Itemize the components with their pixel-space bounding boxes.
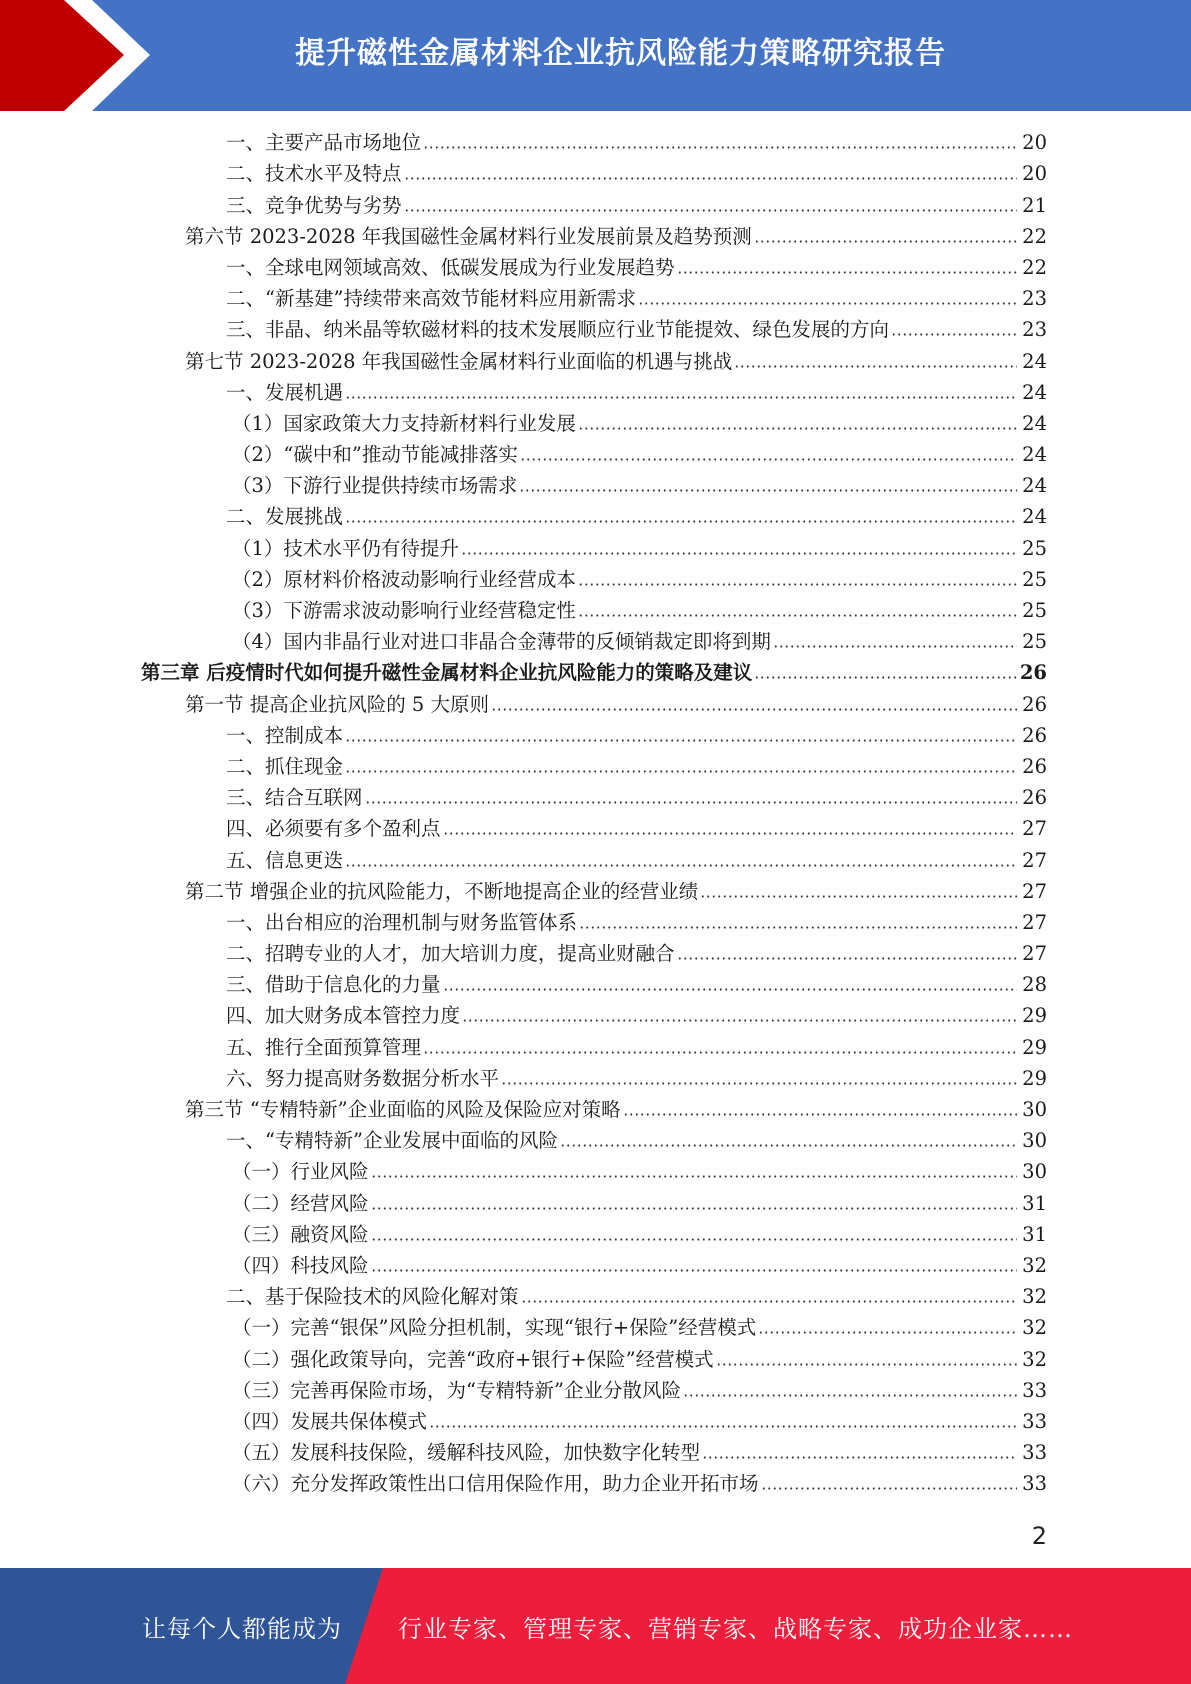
- toc-entry-page: 30: [1022, 1129, 1047, 1153]
- toc-leader-dots: [734, 365, 1017, 368]
- toc-entry[interactable]: [0, 1343, 1191, 1374]
- toc-entry-line: [185, 881, 1047, 903]
- toc-entry[interactable]: [0, 345, 1191, 376]
- toc-entry[interactable]: [0, 127, 1191, 158]
- toc-leader-dots: [501, 1082, 1017, 1085]
- toc-entry-line: [232, 1224, 1047, 1246]
- toc-leader-dots: [404, 177, 1017, 180]
- toc-leader-dots: [700, 895, 1017, 898]
- toc-entry-line: [226, 1068, 1047, 1090]
- table-of-contents: [0, 127, 1191, 1499]
- toc-entry[interactable]: [0, 314, 1191, 345]
- toc-entry-line: [232, 600, 1047, 622]
- toc-entry[interactable]: [0, 252, 1191, 283]
- toc-leader-dots: [423, 1051, 1017, 1054]
- toc-entry[interactable]: [0, 470, 1191, 501]
- toc-leader-dots: [716, 1363, 1017, 1366]
- toc-entry-line: [226, 163, 1047, 185]
- toc-entry-page: 27: [1022, 817, 1047, 841]
- toc-leader-dots: [521, 1300, 1017, 1303]
- toc-entry-label: 二、招聘专业的人才，加大培训力度，提高业财融合: [226, 942, 675, 966]
- toc-entry-label: （二）强化政策导向，完善“政府+银行+保险”经营模式: [232, 1347, 714, 1371]
- toc-leader-dots: [677, 957, 1017, 960]
- toc-entry-label: （四）科技风险: [232, 1253, 369, 1277]
- toc-leader-dots: [371, 1238, 1017, 1241]
- toc-entry[interactable]: [0, 1250, 1191, 1281]
- toc-entry[interactable]: [0, 813, 1191, 844]
- toc-entry[interactable]: [0, 1437, 1191, 1468]
- toc-entry[interactable]: [0, 782, 1191, 813]
- footer-slogan-left: 让每个人都能成为: [142, 1614, 342, 1643]
- toc-entry-line: [141, 662, 1047, 684]
- toc-leader-dots: [520, 458, 1017, 461]
- toc-leader-dots: [754, 240, 1017, 243]
- toc-leader-dots: [345, 864, 1017, 867]
- toc-entry[interactable]: [0, 1187, 1191, 1218]
- toc-entry-line: [226, 912, 1047, 934]
- toc-entry-label: 第三节 “专精特新”企业面临的风险及保险应对策略: [185, 1098, 621, 1121]
- toc-entry-page: 32: [1022, 1253, 1047, 1277]
- toc-entry-page: 25: [1022, 599, 1047, 622]
- toc-entry-line: [232, 1161, 1047, 1183]
- toc-leader-dots: [623, 1113, 1017, 1116]
- toc-entry[interactable]: [0, 1281, 1191, 1312]
- toc-entry-page: 26: [1022, 754, 1047, 778]
- toc-entry-label: 二、发展挑战: [226, 505, 344, 529]
- toc-entry[interactable]: [0, 439, 1191, 470]
- toc-entry-label: 一、控制成本: [226, 723, 344, 747]
- toc-entry[interactable]: [0, 907, 1191, 938]
- toc-leader-dots: [702, 1456, 1017, 1459]
- toc-entry-line: [185, 694, 1047, 716]
- toc-entry-page: 31: [1022, 1222, 1047, 1246]
- toc-entry-line: [226, 319, 1047, 341]
- toc-entry-label: （2）原材料价格波动影响行业经营成本: [232, 567, 576, 591]
- toc-leader-dots: [443, 832, 1017, 835]
- toc-entry-line: [185, 1099, 1047, 1121]
- toc-entry-label: 一、全球电网领域高效、低碳发展成为行业发展趋势: [226, 255, 675, 279]
- toc-entry-line: [232, 1473, 1047, 1495]
- toc-entry-label: 第三章 后疫情时代如何提升磁性金属材料企业抗风险能力的策略及建议: [141, 661, 753, 685]
- toc-leader-dots: [345, 520, 1017, 523]
- toc-entry-line: [226, 1005, 1047, 1027]
- toc-entry-page: 32: [1022, 1285, 1047, 1309]
- toc-leader-dots: [345, 396, 1017, 399]
- toc-entry-page: 24: [1022, 380, 1047, 404]
- toc-entry-label: （三）完善再保险市场，为“专精特新”企业分散风险: [232, 1378, 681, 1402]
- page-footer: [0, 1568, 1191, 1684]
- toc-entry[interactable]: [0, 532, 1191, 563]
- toc-entry[interactable]: [0, 688, 1191, 719]
- toc-entry-line: [232, 1193, 1047, 1215]
- toc-entry-page: 26: [1022, 786, 1047, 810]
- page-number: 2: [1031, 1522, 1047, 1550]
- toc-leader-dots: [423, 146, 1017, 149]
- toc-leader-dots: [578, 427, 1017, 430]
- toc-entry-line: [226, 943, 1047, 965]
- toc-entry-line: [226, 850, 1047, 872]
- toc-entry[interactable]: [0, 1375, 1191, 1406]
- toc-entry-line: [232, 1411, 1047, 1433]
- toc-entry[interactable]: [0, 626, 1191, 657]
- toc-entry-label: 四、加大财务成本管控力度: [226, 1004, 461, 1028]
- toc-entry-line: [185, 351, 1047, 373]
- toc-entry-label: 五、信息更迭: [226, 848, 344, 872]
- toc-leader-dots: [371, 1207, 1017, 1210]
- toc-entry-page: 24: [1022, 505, 1047, 529]
- toc-leader-dots: [560, 1144, 1017, 1147]
- toc-entry[interactable]: [0, 938, 1191, 969]
- toc-entry-label: （3）下游需求波动影响行业经营稳定性: [232, 599, 576, 622]
- toc-entry-line: [232, 631, 1047, 653]
- toc-leader-dots: [758, 1331, 1017, 1334]
- toc-entry-page: 20: [1022, 162, 1047, 186]
- toc-entry[interactable]: [0, 221, 1191, 252]
- toc-leader-dots: [345, 739, 1017, 742]
- toc-entry-label: 三、借助于信息化的力量: [226, 973, 441, 997]
- toc-leader-dots: [891, 333, 1017, 336]
- toc-entry-page: 33: [1022, 1441, 1047, 1465]
- toc-entry[interactable]: [0, 189, 1191, 220]
- toc-entry-page: 27: [1022, 942, 1047, 966]
- toc-entry-line: [232, 444, 1047, 466]
- toc-entry-label: 三、非晶、纳米晶等软磁材料的技术发展顺应行业节能提效、绿色发展的方向: [226, 318, 890, 342]
- toc-entry-page: 25: [1022, 630, 1047, 654]
- toc-entry-label: 五、推行全面预算管理: [226, 1035, 422, 1059]
- toc-leader-dots: [443, 988, 1017, 991]
- toc-entry-page: 32: [1022, 1347, 1047, 1371]
- toc-entry-line: [226, 787, 1047, 809]
- toc-leader-dots: [638, 302, 1017, 305]
- toc-entry[interactable]: [0, 595, 1191, 626]
- toc-entry-page: 26: [1022, 692, 1047, 716]
- toc-entry-label: 二、技术水平及特点: [226, 162, 402, 186]
- toc-leader-dots: [491, 708, 1017, 711]
- toc-entry-line: [226, 756, 1047, 778]
- toc-entry-line: [226, 506, 1047, 528]
- toc-entry-page: 22: [1022, 255, 1047, 279]
- toc-entry-label: 四、必须要有多个盈利点: [226, 817, 441, 841]
- toc-entry-label: 一、出台相应的治理机制与财务监管体系: [226, 910, 578, 934]
- toc-leader-dots: [754, 676, 1017, 679]
- toc-leader-dots: [371, 1175, 1017, 1178]
- toc-entry-page: 27: [1022, 879, 1047, 903]
- toc-entry-line: [232, 1255, 1047, 1277]
- toc-entry-page: 22: [1022, 224, 1047, 248]
- toc-entry[interactable]: [0, 1156, 1191, 1187]
- toc-entry-line: [232, 1442, 1047, 1464]
- toc-entry[interactable]: [0, 1125, 1191, 1156]
- toc-entry-line: [226, 974, 1047, 996]
- toc-entry-page: 32: [1022, 1316, 1047, 1340]
- toc-entry-line: [226, 1037, 1047, 1059]
- toc-entry-label: （1）国家政策大力支持新材料行业发展: [232, 411, 576, 435]
- toc-entry-label: 三、结合互联网: [226, 786, 363, 810]
- toc-entry[interactable]: [0, 844, 1191, 875]
- toc-leader-dots: [579, 926, 1017, 929]
- toc-entry-page: 24: [1022, 349, 1047, 373]
- toc-leader-dots: [461, 552, 1017, 555]
- toc-entry-page: 29: [1022, 1004, 1047, 1028]
- toc-leader-dots: [761, 1487, 1017, 1490]
- toc-entry-page: 33: [1022, 1378, 1047, 1402]
- toc-entry-label: 三、竞争优势与劣势: [226, 193, 402, 217]
- toc-entry-line: [226, 288, 1047, 310]
- toc-entry[interactable]: [0, 1000, 1191, 1031]
- toc-entry-line: [226, 1130, 1047, 1152]
- toc-entry-label: （2）“碳中和”推动节能减排落实: [232, 443, 518, 467]
- toc-entry-page: 33: [1022, 1409, 1047, 1433]
- toc-entry-label: 一、发展机遇: [226, 380, 344, 404]
- toc-entry-label: 二、基于保险技术的风险化解对策: [226, 1285, 519, 1309]
- toc-entry[interactable]: [0, 377, 1191, 408]
- toc-entry-page: 24: [1022, 411, 1047, 435]
- toc-entry-label: 一、“专精特新”企业发展中面临的风险: [226, 1129, 558, 1153]
- toc-leader-dots: [404, 209, 1017, 212]
- toc-entry[interactable]: [0, 158, 1191, 189]
- toc-entry-page: 26: [1022, 723, 1047, 747]
- toc-entry-label: （3）下游行业提供持续市场需求: [232, 474, 518, 498]
- toc-entry[interactable]: [0, 1063, 1191, 1094]
- toc-entry-page: 25: [1022, 536, 1047, 560]
- toc-entry-line: [232, 413, 1047, 435]
- toc-entry-page: 23: [1022, 318, 1047, 342]
- toc-entry-page: 21: [1022, 193, 1047, 217]
- toc-leader-dots: [429, 1425, 1017, 1428]
- toc-leader-dots: [683, 1394, 1017, 1397]
- toc-entry-page: 23: [1022, 287, 1047, 311]
- toc-entry[interactable]: [0, 876, 1191, 907]
- toc-entry-page: 25: [1022, 567, 1047, 591]
- toc-entry-label: （六）充分发挥政策性出口信用保险作用，助力企业开拓市场: [232, 1472, 759, 1496]
- toc-entry[interactable]: [0, 1468, 1191, 1499]
- toc-entry[interactable]: [0, 1406, 1191, 1437]
- toc-entry-label: （四）发展共保体模式: [232, 1409, 428, 1433]
- toc-leader-dots: [462, 1019, 1017, 1022]
- toc-entry-label: （1）技术水平仍有待提升: [232, 536, 459, 560]
- toc-entry[interactable]: [0, 564, 1191, 595]
- toc-entry-line: [232, 1380, 1047, 1402]
- toc-entry-label: 第一节 提高企业抗风险的 5 大原则: [185, 692, 490, 716]
- toc-entry-label: （4）国内非晶行业对进口非晶合金薄带的反倾销裁定即将到期: [232, 630, 771, 654]
- toc-entry-page: 31: [1022, 1191, 1047, 1215]
- toc-entry-line: [226, 382, 1047, 404]
- toc-entry-label: （三）融资风险: [232, 1222, 369, 1246]
- toc-entry[interactable]: [0, 408, 1191, 439]
- toc-entry-line: [226, 725, 1047, 747]
- toc-entry-label: 第七节 2023-2028 年我国磁性金属材料行业面临的机遇与挑战: [185, 349, 733, 373]
- toc-entry-label: 二、抓住现金: [226, 754, 344, 778]
- toc-entry[interactable]: [0, 969, 1191, 1000]
- toc-entry-line: [226, 818, 1047, 840]
- toc-entry[interactable]: [0, 657, 1191, 688]
- toc-entry-line: [232, 1317, 1047, 1339]
- toc-entry-line: [226, 257, 1047, 279]
- toc-entry-page: 24: [1022, 443, 1047, 467]
- toc-entry-page: 20: [1022, 131, 1047, 155]
- toc-entry-page: 28: [1022, 973, 1047, 997]
- toc-entry-label: 二、“新基建”持续带来高效节能材料应用新需求: [226, 287, 636, 311]
- header-title: 提升磁性金属材料企业抗风险能力策略研究报告: [295, 36, 946, 71]
- toc-entry-line: [232, 569, 1047, 591]
- toc-entry-line: [185, 226, 1047, 248]
- toc-entry[interactable]: [0, 720, 1191, 751]
- toc-entry-page: 26: [1019, 661, 1047, 685]
- toc-entry[interactable]: [0, 1031, 1191, 1062]
- toc-entry[interactable]: [0, 283, 1191, 314]
- toc-entry-page: 27: [1022, 848, 1047, 872]
- toc-entry-line: [226, 1286, 1047, 1308]
- toc-entry-page: 30: [1022, 1160, 1047, 1184]
- toc-entry-label: （一）行业风险: [232, 1160, 369, 1184]
- toc-leader-dots: [677, 271, 1017, 274]
- toc-leader-dots: [365, 801, 1017, 804]
- toc-entry-page: 33: [1022, 1472, 1047, 1496]
- toc-entry-label: 第六节 2023-2028 年我国磁性金属材料行业发展前景及趋势预测: [185, 224, 752, 248]
- toc-entry-label: （一）完善“银保”风险分担机制，实现“银行+保险”经营模式: [232, 1316, 757, 1340]
- toc-leader-dots: [578, 614, 1017, 617]
- toc-entry-page: 30: [1022, 1098, 1047, 1121]
- toc-entry-label: 一、主要产品市场地位: [226, 131, 422, 155]
- toc-entry-label: （二）经营风险: [232, 1191, 369, 1215]
- toc-entry-label: （五）发展科技保险，缓解科技风险，加快数字化转型: [232, 1441, 701, 1465]
- toc-entry-line: [232, 1349, 1047, 1371]
- page-header: [0, 0, 1191, 111]
- toc-entry-page: 27: [1022, 910, 1047, 934]
- toc-entry-line: [226, 195, 1047, 217]
- toc-leader-dots: [578, 583, 1017, 586]
- footer-slogan-right: 行业专家、管理专家、营销专家、战略专家、成功企业家……: [398, 1614, 1073, 1643]
- toc-entry-line: [232, 475, 1047, 497]
- toc-entry-page: 24: [1022, 474, 1047, 498]
- toc-entry-line: [232, 538, 1047, 560]
- toc-entry-page: 29: [1022, 1035, 1047, 1059]
- toc-entry[interactable]: [0, 1312, 1191, 1343]
- toc-leader-dots: [519, 489, 1017, 492]
- toc-leader-dots: [371, 1269, 1017, 1272]
- toc-entry[interactable]: [0, 1094, 1191, 1125]
- toc-entry[interactable]: [0, 501, 1191, 532]
- toc-entry[interactable]: [0, 1219, 1191, 1250]
- toc-leader-dots: [773, 645, 1017, 648]
- toc-entry-page: 29: [1022, 1066, 1047, 1090]
- toc-leader-dots: [345, 770, 1017, 773]
- toc-entry-line: [226, 132, 1047, 154]
- toc-entry-label: 第二节 增强企业的抗风险能力，不断地提高企业的经营业绩: [185, 879, 699, 903]
- toc-entry[interactable]: [0, 751, 1191, 782]
- toc-entry-label: 六、努力提高财务数据分析水平: [226, 1066, 500, 1090]
